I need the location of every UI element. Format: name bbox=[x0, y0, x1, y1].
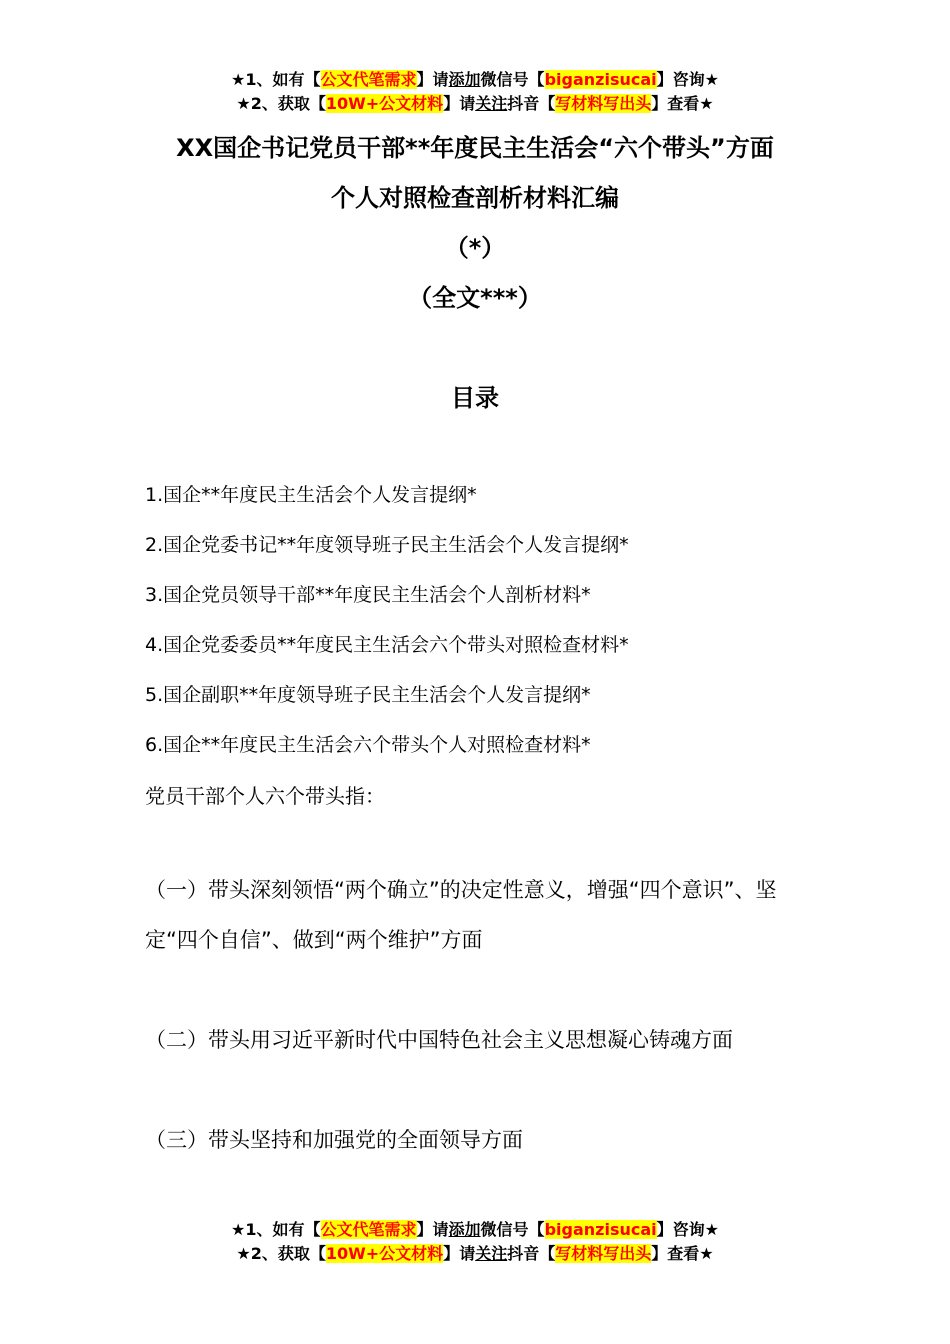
promo-line-1: ★1、如有【公文代笔需求】请添加微信号【biganzisucai】咨询★ bbox=[231, 1220, 719, 1239]
promo-line-2: ★2、获取【10W+公文材料】请关注抖音【写材料写出头】查看★ bbox=[236, 94, 714, 113]
point-2: （二）带头用习近平新时代中国特色社会主义思想凝心铸魂方面 bbox=[145, 1028, 733, 1052]
highlight-wechat-id: biganzisucai bbox=[544, 1220, 657, 1239]
point-3: （三）带头坚持和加强党的全面领导方面 bbox=[145, 1128, 523, 1152]
doc-title-line-1: XX国企书记党员干部**年度民主生活会“六个带头”方面 bbox=[176, 134, 774, 162]
toc-item: 1.国企**年度民主生活会个人发言提纲* bbox=[145, 484, 477, 506]
point-1: （一）带头深刻领悟“两个确立”的决定性意义，增强“四个意识”、坚定“四个自信”、做到“两个维护”方面 bbox=[145, 878, 777, 952]
toc-item: 6.国企**年度民主生活会六个带头个人对照检查材料* bbox=[145, 734, 591, 756]
toc-heading: 目录 bbox=[451, 384, 499, 412]
doc-title-line-2: 个人对照检查剖析材料汇编 bbox=[331, 184, 619, 212]
promo-line-2: ★2、获取【10W+公文材料】请关注抖音【写材料写出头】查看★ bbox=[236, 1244, 714, 1263]
highlight-douyin: 写材料写出头 bbox=[555, 1244, 652, 1263]
toc-item: 5.国企副职**年度领导班子民主生活会个人发言提纲* bbox=[145, 684, 591, 706]
highlight-douyin: 写材料写出头 bbox=[555, 94, 652, 113]
promo-banner-bottom bbox=[0, 1218, 950, 1266]
toc-item: 4.国企党委委员**年度民主生活会六个带头对照检查材料* bbox=[145, 634, 629, 656]
highlight-service: 公文代笔需求 bbox=[320, 70, 417, 89]
highlight-materials: 10W+公文材料 bbox=[325, 94, 444, 113]
highlight-materials: 10W+公文材料 bbox=[325, 1244, 444, 1263]
highlight-service: 公文代笔需求 bbox=[320, 1220, 417, 1239]
intro-text: 党员干部个人六个带头指： bbox=[145, 784, 385, 808]
toc-item: 2.国企党委书记**年度领导班子民主生活会个人发言提纲* bbox=[145, 534, 629, 556]
doc-title-line-3: （*） bbox=[444, 234, 506, 262]
promo-line-1: ★1、如有【公文代笔需求】请添加微信号【biganzisucai】咨询★ bbox=[231, 70, 719, 89]
promo-banner-top bbox=[0, 68, 950, 116]
highlight-wechat-id: biganzisucai bbox=[544, 70, 657, 89]
toc-item: 3.国企党员领导干部**年度民主生活会个人剖析材料* bbox=[145, 584, 591, 606]
doc-title-line-4: （全文***） bbox=[408, 284, 542, 312]
